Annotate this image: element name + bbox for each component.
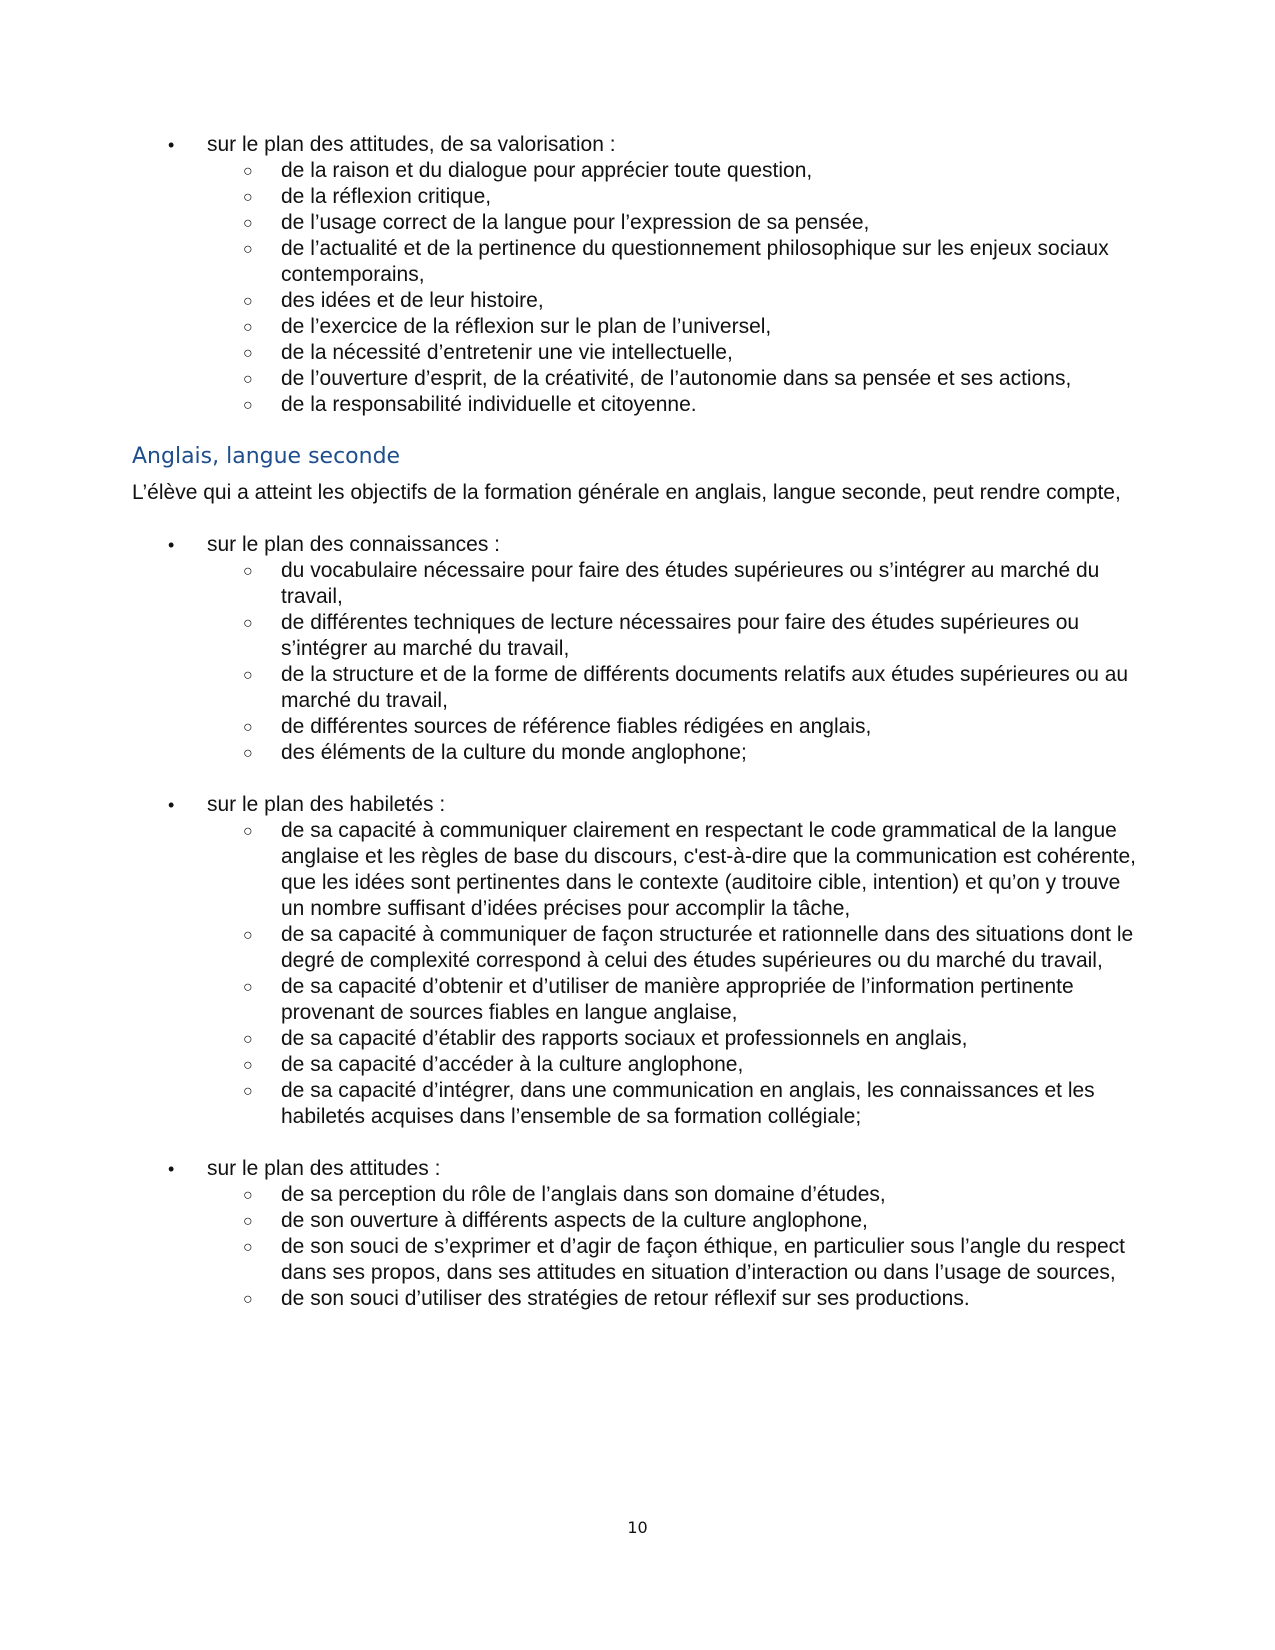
section-attitudes-philo — [132, 132, 1142, 418]
circle-bullet-icon: ○ — [243, 667, 253, 684]
sub-list — [207, 558, 1142, 766]
sub-list-item — [207, 740, 1142, 766]
page-number: 10 — [627, 1518, 648, 1537]
sub-list-text: de sa perception du rôle de l’anglais dans son domaine d’études, — [281, 1183, 886, 1206]
sub-list-text: de la structure et de la forme de différents documents relatifs aux études supérieures ou au marché du travail, — [281, 663, 1129, 712]
circle-bullet-icon: ○ — [243, 1057, 253, 1074]
circle-bullet-icon: ○ — [243, 371, 253, 388]
sub-list-text: de différentes techniques de lecture nécessaires pour faire des études supérieures ou s’intégrer au marché du travail, — [281, 611, 1080, 660]
sub-list-item — [207, 392, 1142, 418]
bullet-icon: • — [168, 535, 175, 555]
circle-bullet-icon: ○ — [243, 979, 253, 996]
circle-bullet-icon: ○ — [243, 1083, 253, 1100]
bullet-icon: • — [168, 1159, 175, 1179]
sub-list-text: de la raison et du dialogue pour apprécier toute question, — [281, 159, 813, 182]
sub-list-item — [207, 610, 1142, 662]
sub-list-text: de sa capacité d’établir des rapports sociaux et professionnels en anglais, — [281, 1027, 968, 1050]
section-heading: Anglais, langue seconde — [132, 444, 401, 469]
sub-list-item — [207, 236, 1142, 288]
sub-list-item — [207, 1078, 1142, 1130]
sub-list-text: de son ouverture à différents aspects de la culture anglophone, — [281, 1209, 868, 1232]
sub-list-item — [207, 818, 1142, 922]
circle-bullet-icon: ○ — [243, 563, 253, 580]
sub-list-item — [207, 1052, 1142, 1078]
circle-bullet-icon: ○ — [243, 927, 253, 944]
circle-bullet-icon: ○ — [243, 189, 253, 206]
circle-bullet-icon: ○ — [243, 163, 253, 180]
sub-list-text: de la nécessité d’entretenir une vie intellectuelle, — [281, 341, 733, 364]
sub-list-item — [207, 1182, 1142, 1208]
sub-list-item — [207, 210, 1142, 236]
sub-list-item — [207, 662, 1142, 714]
sub-list-text: de l’usage correct de la langue pour l’expression de sa pensée, — [281, 211, 870, 234]
circle-bullet-icon: ○ — [243, 241, 253, 258]
bullet-icon: • — [168, 135, 175, 155]
circle-bullet-icon: ○ — [243, 1213, 253, 1230]
sub-list-text: des idées et de leur histoire, — [281, 289, 544, 312]
sub-list-text: de l’exercice de la réflexion sur le plan de l’universel, — [281, 315, 772, 338]
list-item — [132, 1156, 1142, 1312]
sub-list-text: de l’ouverture d’esprit, de la créativité, de l’autonomie dans sa pensée et ses actions, — [281, 367, 1072, 390]
circle-bullet-icon: ○ — [243, 1291, 253, 1308]
circle-bullet-icon: ○ — [243, 293, 253, 310]
sub-list-text: des éléments de la culture du monde anglophone; — [281, 741, 747, 764]
sub-list-item — [207, 922, 1142, 974]
sub-list-item — [207, 158, 1142, 184]
sub-list-item — [207, 1208, 1142, 1234]
list-item — [132, 132, 1142, 418]
sub-list-item — [207, 340, 1142, 366]
sub-list-text: de son souci d’utiliser des stratégies de retour réflexif sur ses productions. — [281, 1287, 970, 1310]
list-label: sur le plan des habiletés : — [207, 793, 446, 816]
sub-list-text: de différentes sources de référence fiables rédigées en anglais, — [281, 715, 872, 738]
sub-list-text: de sa capacité d’accéder à la culture anglophone, — [281, 1053, 744, 1076]
sub-list-item — [207, 1026, 1142, 1052]
sub-list-item — [207, 1234, 1142, 1286]
sub-list-text: de sa capacité à communiquer de façon structurée et rationnelle dans des situations dont le degré de complexité correspond à celui des études supérieures ou du marché du travail, — [281, 923, 1134, 972]
circle-bullet-icon: ○ — [243, 615, 253, 632]
circle-bullet-icon: ○ — [243, 719, 253, 736]
circle-bullet-icon: ○ — [243, 823, 253, 840]
section-anglais — [132, 532, 1142, 1312]
list-label: sur le plan des attitudes : — [207, 1157, 441, 1180]
document-page — [132, 132, 1142, 1312]
sub-list-text: de la réflexion critique, — [281, 185, 492, 208]
circle-bullet-icon: ○ — [243, 215, 253, 232]
intro-paragraph: L’élève qui a atteint les objectifs de la formation générale en anglais, langue seconde, peut rendre compte, — [132, 481, 1121, 504]
list-item — [132, 532, 1142, 792]
circle-bullet-icon: ○ — [243, 1031, 253, 1048]
sub-list-text: de l’actualité et de la pertinence du questionnement philosophique sur les enjeux sociaux contemporains, — [281, 237, 1109, 286]
sub-list-text: de sa capacité d’obtenir et d’utiliser de manière appropriée de l’information pertinente provenant de sources fiables en langue anglaise, — [281, 975, 1074, 1024]
sub-list-item — [207, 366, 1142, 392]
list-label: sur le plan des connaissances : — [207, 533, 501, 556]
sub-list-item — [207, 558, 1142, 610]
sub-list-item — [207, 1286, 1142, 1312]
sub-list — [207, 818, 1142, 1130]
sub-list-text: du vocabulaire nécessaire pour faire des études supérieures ou s’intégrer au marché du travail, — [281, 559, 1100, 608]
sub-list-item — [207, 714, 1142, 740]
sub-list-item — [207, 288, 1142, 314]
circle-bullet-icon: ○ — [243, 345, 253, 362]
bullet-icon: • — [168, 795, 175, 815]
sub-list-text: de sa capacité à communiquer clairement en respectant le code grammatical de la langue anglaise et les règles de base du discours, c'est-à-dire que la communication est cohérente, que les idées sont pertinentes dans le contexte (auditoire cible, intention) et qu’on y trouve un nombre suffisant d’idées précises pour accomplir la tâche, — [281, 819, 1136, 920]
circle-bullet-icon: ○ — [243, 745, 253, 762]
sub-list-item — [207, 184, 1142, 210]
circle-bullet-icon: ○ — [243, 319, 253, 336]
circle-bullet-icon: ○ — [243, 1187, 253, 1204]
sub-list-text: de sa capacité d’intégrer, dans une communication en anglais, les connaissances et les habiletés acquises dans l’ensemble de sa formation collégiale; — [281, 1079, 1095, 1128]
sub-list-text: de la responsabilité individuelle et citoyenne. — [281, 393, 697, 416]
sub-list — [207, 1182, 1142, 1312]
list-label: sur le plan des attitudes, de sa valorisation : — [207, 133, 616, 156]
sub-list-item — [207, 314, 1142, 340]
sub-list-text: de son souci de s’exprimer et d’agir de façon éthique, en particulier sous l’angle du respect dans ses propos, dans ses attitudes en situation d’interaction ou dans l’usage de sources, — [281, 1235, 1125, 1284]
circle-bullet-icon: ○ — [243, 1239, 253, 1256]
sub-list-item — [207, 974, 1142, 1026]
circle-bullet-icon: ○ — [243, 397, 253, 414]
sub-list — [207, 158, 1142, 418]
list-item — [132, 792, 1142, 1156]
